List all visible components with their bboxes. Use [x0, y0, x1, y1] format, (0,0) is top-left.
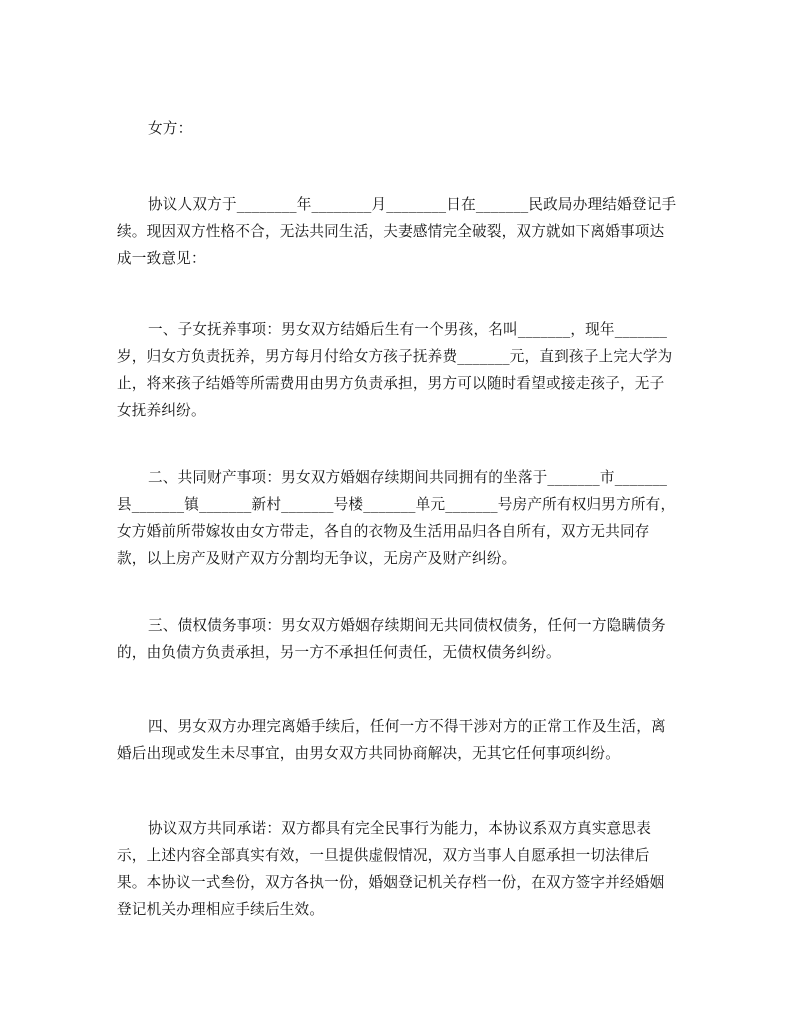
debts-paragraph: 三、债权债务事项：男女双方婚姻存续期间无共同债权债务，任何一方隐瞒债务的，由负债方负责承担，另一方不承担任何责任，无债权债务纠纷。	[117, 617, 666, 661]
marriage-registration-paragraph: 协议人双方于________年________月________日在_______民政局办理结婚登记手续。现因双方性格不合，无法共同生活，夫妻感情完全破裂，双方就如下离婚事项达成一致意见：	[117, 196, 677, 267]
wife-label-paragraph: 女方：	[148, 120, 193, 137]
post-divorce-paragraph: 四、男女双方办理完离婚手续后，任何一方不得干涉对方的正常工作及生活，离婚后出现或发生未尽事宜，由男女双方共同协商解决，无其它任何事项纠纷。	[117, 718, 666, 762]
joint-commitment-paragraph: 协议双方共同承诺：双方都具有完全民事行为能力，本协议系双方真实意思表示，上述内容全部真实有效，一旦提供虚假情况，双方当事人自愿承担一切法律后果。本协议一式叁份，双方各执一份，婚姻登记机关存档一份，在双方签字并经婚姻登记机关办理相应手续后生效。	[117, 820, 665, 918]
child-custody-paragraph: 一、子女抚养事项：男女双方结婚后生有一个男孩，名叫_______，现年_______岁，归女方负责抚养，男方每月付给女方孩子抚养费_______元，直到孩子上完大学为止，将来孩子结婚等所需费用由男方负责承担，男方可以随时看望或接走孩子，无子女抚养纠纷。	[117, 321, 673, 419]
joint-property-paragraph: 二、共同财产事项：男女双方婚姻存续期间共同拥有的坐落于_______市_______县_______镇_______新村_______号楼_______单元_______号房产所有权归男方所有，女方婚前所带嫁妆由女方带走，各自的衣物及生活用品归各自所有，双方无共同存款，以上房产及财产双方分割均无争议，无房产及财产纠纷。	[117, 469, 676, 567]
